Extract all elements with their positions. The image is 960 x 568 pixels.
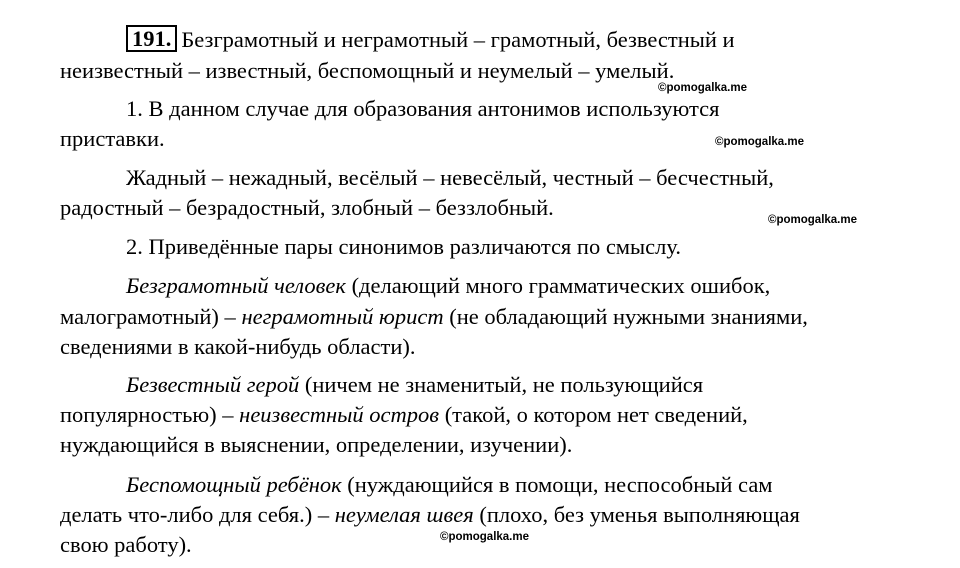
synonym-3-line-1: [60, 470, 773, 500]
synonym-1-text: (делающий много грамматических ошибок,: [345, 273, 771, 298]
synonym-1-text-2b: (не обладающий нужными знаниями,: [443, 304, 808, 329]
synonym-1-line-3: сведениями в какой-нибудь области).: [60, 334, 416, 359]
synonym-2-line-1: [60, 370, 703, 400]
watermark: ©pomogalka.me: [768, 214, 857, 226]
synonym-3-term-2: неумелая швея: [334, 502, 474, 527]
synonym-1-line-1: [60, 271, 770, 301]
synonym-2-term: Безвестный герой: [126, 372, 300, 397]
point-1-line-1: 1. В данном случае для образования антонимов используются: [126, 96, 720, 121]
intro-line-1: [60, 25, 735, 55]
watermark: ©pomogalka.me: [715, 136, 804, 148]
synonym-1-term: Безграмотный человек: [126, 273, 346, 298]
synonym-3-text-2b: (плохо, без уменья выполняющая: [473, 502, 800, 527]
synonym-3-text-2a: делать что-либо для себя.) –: [60, 502, 335, 527]
synonym-2-term-2: неизвестный остров: [239, 402, 440, 427]
synonym-2-text-2a: популярностью) –: [60, 402, 240, 427]
exercise-number: 191.: [126, 25, 177, 52]
examples-line-1: Жадный – нежадный, весёлый – невесёлый, честный – бесчестный,: [126, 165, 774, 190]
synonym-3-text: (нуждающийся в помощи, неспособный сам: [341, 472, 773, 497]
synonym-1-term-2: неграмотный юрист: [241, 304, 444, 329]
synonym-1-line-2: [60, 302, 808, 332]
point-2-line-1: 2. Приведённые пары синонимов различаются по смыслу.: [126, 234, 681, 259]
intro-text-1: Безграмотный и неграмотный – грамотный, безвестный и: [181, 27, 735, 52]
synonym-2-text-2b: (такой, о котором нет сведений,: [439, 402, 748, 427]
synonym-3-term: Беспомощный ребёнок: [126, 472, 342, 497]
synonym-2-line-3: нуждающийся в выяснении, определении, изучении).: [60, 432, 573, 457]
watermark: ©pomogalka.me: [658, 82, 747, 94]
synonym-1-text-2a: малограмотный) –: [60, 304, 242, 329]
watermark: ©pomogalka.me: [440, 531, 529, 543]
examples-line-2: радостный – безрадостный, злобный – беззлобный.: [60, 195, 554, 220]
synonym-3-line-2: [60, 500, 800, 530]
synonym-3-line-3: свою работу).: [60, 532, 192, 557]
synonym-2-text: (ничем не знаменитый, не пользующийся: [299, 372, 704, 397]
intro-line-2: неизвестный – известный, беспомощный и неумелый – умелый.: [60, 58, 675, 83]
point-1-line-2: приставки.: [60, 126, 165, 151]
synonym-2-line-2: [60, 400, 748, 430]
